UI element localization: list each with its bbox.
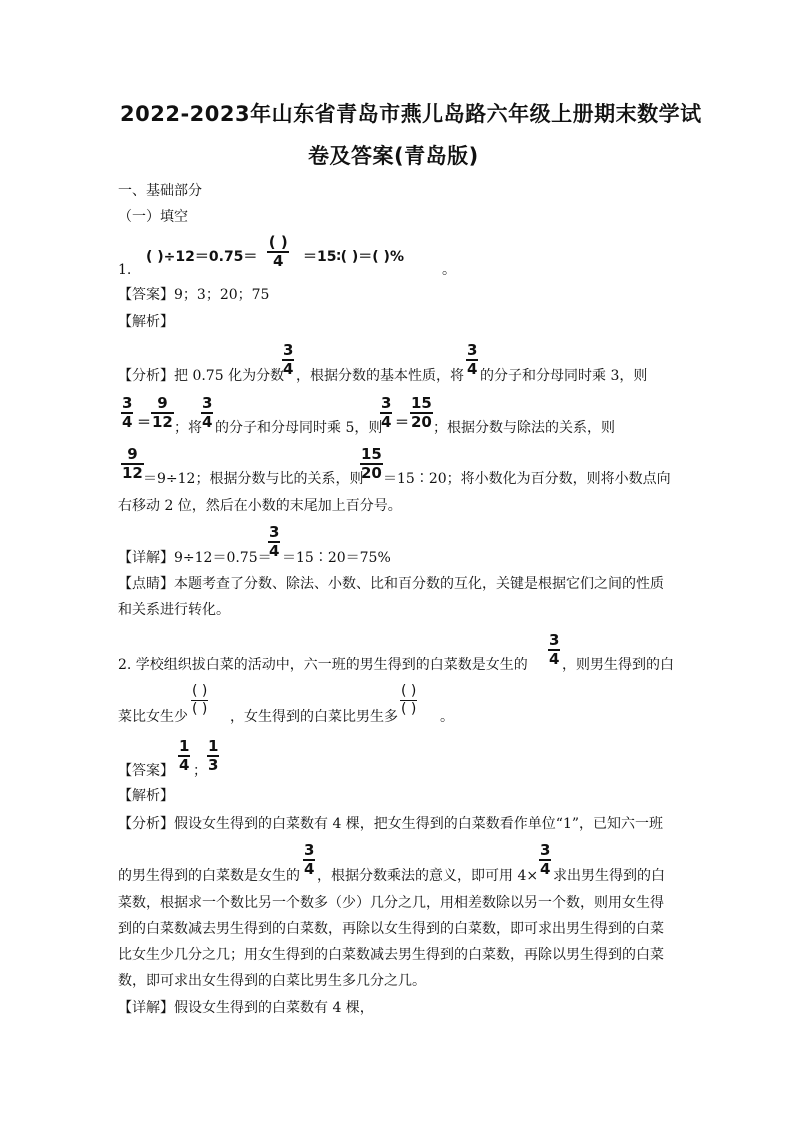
fraction-numerator: 9 (127, 445, 138, 463)
q2-stem-b: ，则男生得到的白 (562, 657, 674, 673)
fraction-numerator: 3 (283, 341, 294, 359)
q1-equation-right: ＝15∶( )＝( )% (303, 249, 404, 265)
q1-line4: 右移动 2 位，然后在小数的末尾加上百分号。 (118, 498, 402, 514)
fraction-denominator: ( ) (192, 701, 208, 717)
fraction-15-20 (410, 395, 433, 431)
q1-blank-fraction (267, 234, 289, 270)
q2-fenxi-5: 比女生少几分之几；用女生得到的白菜数减去男生得到的白菜数，再除以男生得到的白菜 (118, 947, 664, 963)
q2-fenxi-6: 数，即可求出女生得到的白菜比男生多几分之几。 (118, 973, 426, 989)
subsection-heading: （一）填空 (118, 209, 188, 225)
page-title-line1: 2022-2023年山东省青岛市燕儿岛路六年级上册期末数学试 (120, 102, 702, 126)
fraction-numerator: 3 (202, 394, 213, 412)
fraction-numerator: 3 (304, 841, 315, 859)
fraction-denominator: 4 (549, 650, 560, 668)
q2-stem-c: 菜比女生少 (118, 709, 188, 725)
fraction-3-4 (268, 524, 280, 560)
q1-line2-a: ；将 (174, 420, 202, 436)
fraction-numerator: 3 (269, 523, 280, 541)
fraction-denominator: 3 (208, 756, 219, 774)
fraction-15-20 (360, 446, 383, 482)
q2-blank-fraction (191, 683, 208, 718)
fraction-numerator: 1 (179, 737, 190, 755)
fraction-numerator: 3 (540, 841, 551, 859)
q1-analysis-label: 【解析】 (118, 314, 174, 330)
fraction-numerator: 15 (411, 394, 432, 412)
fraction-1-4 (178, 738, 190, 774)
q2-fenxi-3: 菜数，根据求一个数比另一个数多（少）几分之几，用相差数除以另一个数，则用女生得 (118, 895, 664, 911)
fraction-3-4 (466, 342, 478, 378)
fraction-denominator: 4 (381, 413, 392, 431)
fraction-denominator: 4 (304, 860, 315, 878)
q2-detail: 【详解】假设女生得到的白菜数有 4 棵， (118, 1000, 374, 1016)
q2-fenxi-2c: 求出男生得到的白 (553, 868, 665, 884)
fraction-3-4 (282, 342, 294, 378)
q2-fenxi-4: 到的白菜数减去男生得到的白菜数，再除以女生得到的白菜数，即可求出男生得到的白菜 (118, 921, 664, 937)
fraction-3-4 (121, 395, 133, 431)
q1-fenxi-b: ，根据分数的基本性质，将 (296, 368, 464, 384)
fraction-numerator: 3 (549, 631, 560, 649)
fraction-numerator: 3 (122, 394, 133, 412)
fraction-3-4 (201, 395, 213, 431)
fraction-numerator: ( ) (268, 233, 288, 251)
fraction-numerator: 3 (381, 394, 392, 412)
q1-line2-c: ；根据分数与除法的关系，则 (433, 420, 615, 436)
fraction-3-4 (380, 395, 392, 431)
fraction-numerator: ( ) (192, 683, 208, 699)
fraction-numerator: ( ) (401, 683, 417, 699)
q2-answer-separator: ； (193, 763, 207, 779)
fraction-denominator: 4 (202, 413, 213, 431)
q2-stem-d: ，女生得到的白菜比男生多 (230, 709, 398, 725)
fraction-3-4 (303, 842, 315, 878)
fraction-denominator: 4 (122, 413, 133, 431)
fraction-denominator: 4 (267, 251, 289, 270)
q2-analysis-label: 【解析】 (118, 788, 174, 804)
equals-sign: ＝ (395, 415, 409, 431)
q1-number: 1. (118, 262, 132, 278)
q1-line3-b: ＝15∶20；将小数化为百分数，则将小数点向 (383, 471, 671, 487)
q1-answer: 【答案】9；3；20；75 (118, 287, 270, 303)
fraction-3-4 (539, 842, 551, 878)
q2-stem-e: 。 (440, 709, 454, 725)
q2-fenxi-2b: ，根据分数乘法的意义，即可用 4× (317, 868, 539, 884)
fraction-denominator: 4 (540, 860, 551, 878)
page-title-line2: 卷及答案(青岛版) (308, 144, 479, 168)
section-heading: 一、基础部分 (118, 183, 202, 199)
q1-line2-b: 的分子和分母同时乘 5，则 (215, 420, 383, 436)
fraction-9-12 (121, 446, 144, 482)
fraction-denominator: 4 (467, 360, 478, 378)
q1-end-punct: 。 (442, 262, 456, 278)
fraction-numerator: 9 (157, 394, 168, 412)
q2-blank-fraction (400, 683, 417, 718)
q1-dianjing-2: 和关系进行转化。 (118, 602, 230, 618)
fraction-numerator: 3 (467, 341, 478, 359)
fraction-1-3 (207, 738, 219, 774)
q1-line3: ＝9÷12；根据分数与比的关系，则 (143, 471, 364, 487)
equals-sign: ＝ (137, 415, 151, 431)
fraction-denominator: ( ) (401, 701, 417, 717)
q1-fenxi-c: 的分子和分母同时乘 3，则 (480, 368, 648, 384)
q2-answer-label: 【答案】 (118, 763, 174, 779)
fraction-denominator: 20 (411, 413, 432, 431)
fraction-denominator: 12 (122, 464, 143, 482)
fraction-denominator: 20 (361, 464, 382, 482)
fraction-denominator: 4 (179, 756, 190, 774)
q1-equation-left: ( )÷12＝0.75＝ (146, 249, 258, 265)
q1-detail-b: ＝15∶20＝75% (282, 550, 391, 566)
q2-stem-a: 2. 学校组织拔白菜的活动中，六一班的男生得到的白菜数是女生的 (118, 657, 528, 673)
q1-fenxi-a: 【分析】把 0.75 化为分数 (118, 368, 285, 384)
fraction-denominator: 4 (283, 360, 294, 378)
fraction-denominator: 12 (152, 413, 173, 431)
q1-dianjing-1: 【点睛】本题考查了分数、除法、小数、比和百分数的互化，关键是根据它们之间的性质 (118, 576, 664, 592)
fraction-3-4 (548, 632, 560, 668)
q2-fenxi-2a: 的男生得到的白菜数是女生的 (118, 868, 300, 884)
q1-detail-a: 【详解】9÷12＝0.75＝ (118, 550, 272, 566)
fraction-9-12 (151, 395, 174, 431)
fraction-numerator: 15 (361, 445, 382, 463)
fraction-numerator: 1 (208, 737, 219, 755)
fraction-denominator: 4 (269, 542, 280, 560)
q2-fenxi-1: 【分析】假设女生得到的白菜数有 4 棵，把女生得到的白菜数看作单位“1”，已知六一班 (118, 816, 664, 832)
